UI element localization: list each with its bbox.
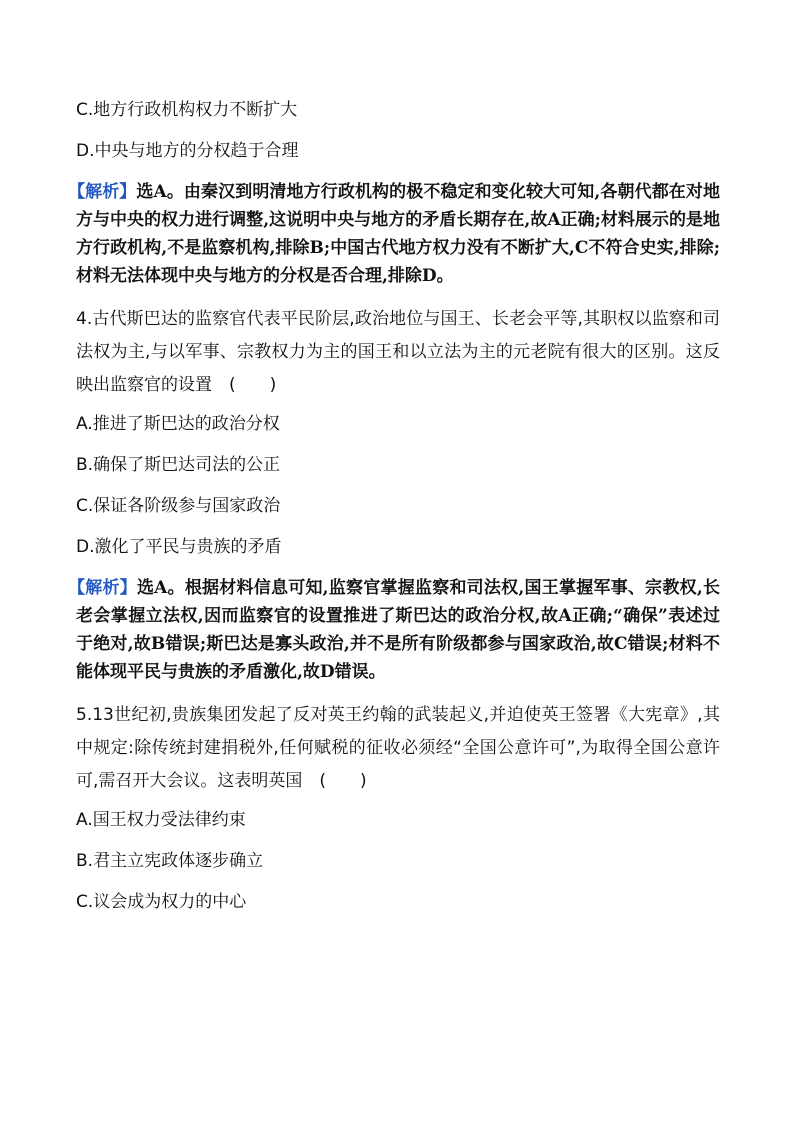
analysis-text: 选A。根据材料信息可知,监察官掌握监察和司法权,国王掌握军事、宗教权,长老会掌握立法权,因而监察官的设置推进了斯巴达的政治分权,故A正确;“确保”表述过于绝对,故B错误;斯巴达是寡头政治,并不是所有阶级都参与国家政治,故C错误;材料不能体现平民与贵族的矛盾激化,故D错误。 [76, 578, 721, 682]
q4-option-c: C.保证各阶级参与国家政治 [76, 496, 281, 516]
analysis-tag: 【解析】 [68, 182, 137, 202]
q5-option-c: C.议会成为权力的中心 [76, 892, 247, 912]
q3-option-d: D.中央与地方的分权趋于合理 [76, 141, 299, 161]
q4-option-b: B.确保了斯巴达司法的公正 [76, 455, 281, 475]
q4-option-a: A.推进了斯巴达的政治分权 [76, 414, 280, 434]
q4-stem: 4.古代斯巴达的监察官代表平民阶层,政治地位与国王、长老会平等,其职权以监察和司法权为主,与以军事、宗教权力为主的国王和以立法为主的元老院有很大的区别。这反映出监察官的设置 ( ) [76, 309, 720, 395]
q5-option-a: A.国王权力受法律约束 [76, 810, 246, 830]
q4-analysis [68, 574, 721, 686]
q5-option-b: B.君主立宪政体逐步确立 [76, 851, 264, 871]
document-page [68, 96, 721, 929]
q5-stem: 5.13世纪初,贵族集团发起了反对英王约翰的武装起义,并迫使英王签署《大宪章》,其中规定:除传统封建捐税外,任何赋税的征收必须经“全国公意许可”,为取得全国公意许可,需召开大会议。这表明英国 ( ) [76, 705, 720, 791]
q3-analysis [68, 178, 721, 290]
analysis-tag: 【解析】 [68, 578, 137, 598]
q4-option-d: D.激化了平民与贵族的矛盾 [76, 537, 282, 557]
q3-option-c: C.地方行政机构权力不断扩大 [76, 100, 298, 120]
analysis-text: 选A。由秦汉到明清地方行政机构的极不稳定和变化较大可知,各朝代都在对地方与中央的权力进行调整,这说明中央与地方的矛盾长期存在,故A正确;材料展示的是地方行政机构,不是监察机构,排除B;中国古代地方权力没有不断扩大,C不符合史实,排除;材料无法体现中央与地方的分权是否合理,排除D。 [76, 182, 721, 286]
